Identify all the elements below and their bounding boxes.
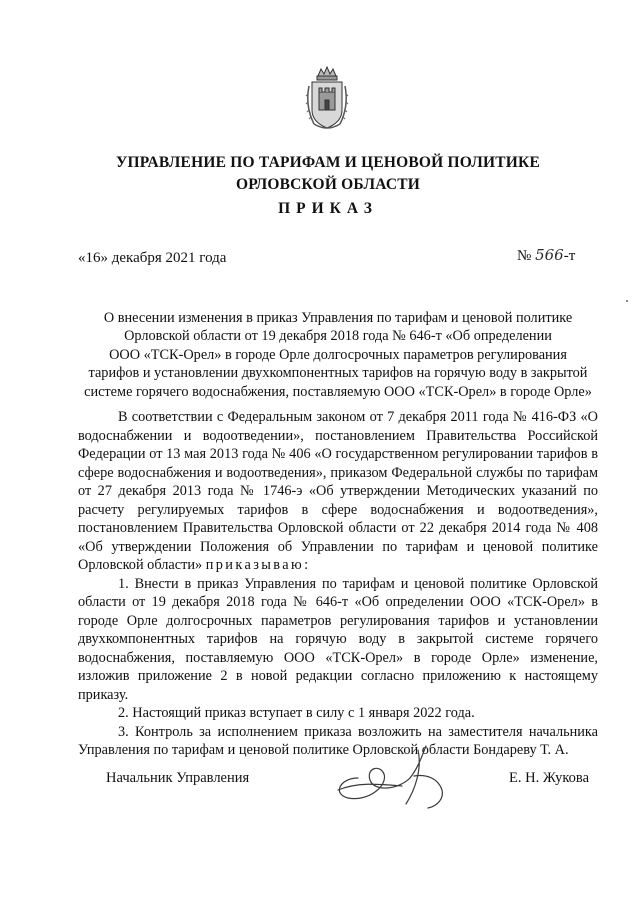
signatory-name: Е. Н. Жукова	[509, 770, 590, 786]
order-item-3: 3. Контроль за исполнением приказа возложить на заместителя начальника Управления по тарифам и ценовой политике Орловской области Бондареву Т. А.	[78, 723, 598, 758]
order-item-2: 2. Настоящий приказ вступает в силу с 1 января 2022 года.	[118, 705, 475, 721]
organization-name	[60, 152, 596, 196]
subject-line: ООО «ТСК-Орел» в городе Орле долгосрочных параметров регулирования	[109, 346, 567, 363]
order-item-1: 1. Внести в приказ Управления по тарифам и ценовой политике Орловской области от 19 декабря 2018 года № 646-т «Об определении ООО «ТСК-Орел» в городе Орле долгосрочных параметров регулирования тарифов и установлении двухкомпонентных тарифов на горячую воду в закрытой системе горячего водоснабжения, поставляемую ООО «ТСК-Орел» в городе Орле» изменение, изложив приложение 2 в новой редакции согласно приложению к настоящему приказу.	[78, 575, 598, 703]
signatory-title: Начальник Управления	[106, 770, 250, 786]
order-date: «16» декабря 2021 года	[78, 250, 227, 266]
preamble-paragraph	[78, 408, 598, 575]
order-word: приказываю:	[205, 557, 311, 573]
scan-mark	[626, 300, 628, 302]
organization-line-1: УПРАВЛЕНИЕ ПО ТАРИФАМ И ЦЕНОВОЙ ПОЛИТИКЕ	[115, 154, 541, 171]
handwritten-signature-icon	[318, 738, 468, 812]
subject-line: О внесении изменения в приказ Управления по тарифам и ценовой политике	[103, 310, 573, 326]
order-body	[78, 408, 598, 760]
document-type: ПРИКАЗ	[278, 200, 378, 217]
subject-line: Орловской области от 19 декабря 2018 года № 646-т «Об определении	[124, 328, 552, 345]
preamble-text: В соответствии с Федеральным законом от 7 декабря 2011 года № 416-ФЗ «О водоснабжении и водоотведении», постановлением Правительства Российской Федерации от 13 мая 2013 года № 406 «О государственном регулировании тарифов в сфере водоснабжения и водоотведения», приказом Федеральной службы по тарифам от 27 декабря 2013 года № 1746-э «Об утверждении Методических указаний по расчету регулируемых тарифов в сфере водоснабжения и водоотведения», постановлением Правительства Орловской области от 22 декабря 2014 года № 408 «Об утверждении Положения об Управлении по тарифам и ценовой политике Орловской области»	[78, 409, 598, 573]
order-number-prefix: №	[517, 248, 532, 264]
subject-line: системе горячего водоснабжения, поставляемую ООО «ТСК-Орел» в городе Орле»	[84, 383, 592, 400]
order-subject	[78, 309, 598, 401]
order-number-handwritten: 566	[535, 246, 564, 264]
orel-coat-of-arms-icon	[304, 66, 350, 132]
subject-line: тарифов и установлении двухкомпонентных тарифов на горячую воду в закрытой	[88, 365, 588, 382]
organization-line-2: ОРЛОВСКОЙ ОБЛАСТИ	[235, 176, 421, 193]
order-number	[517, 246, 575, 265]
order-number-suffix: -т	[563, 248, 576, 264]
